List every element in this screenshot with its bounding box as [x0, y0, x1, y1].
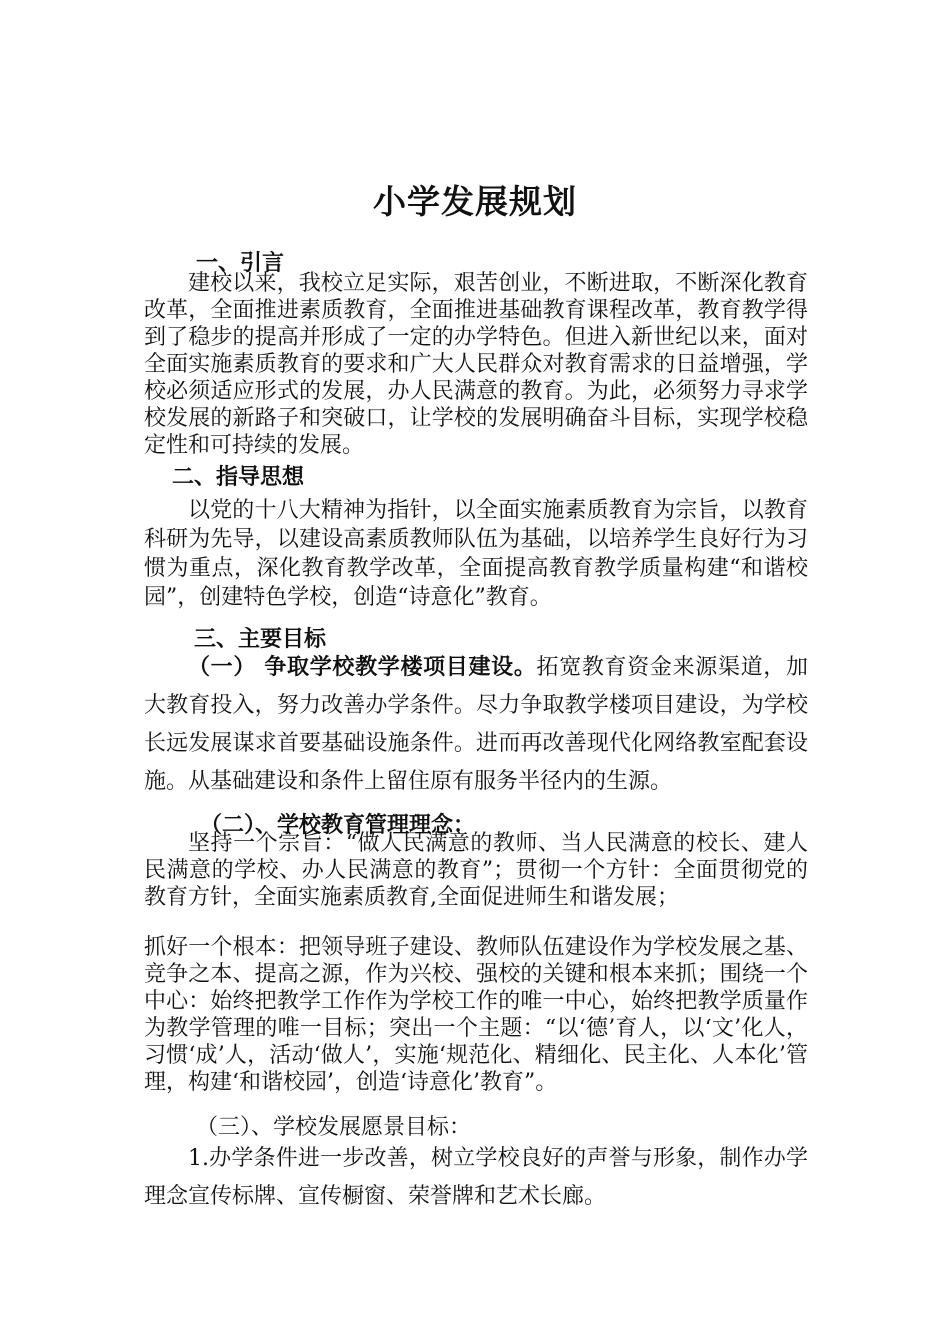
- goal-item-3-point-1: 1.办学条件进一步改善，树立学校良好的声誉与形象，制作办学理念宣传标牌、宣传橱窗、荣誉牌和艺术长廊。: [144, 1146, 808, 1209]
- goal-item-1-lead: （一） 争取学校教学楼项目建设。: [188, 654, 537, 680]
- guiding-thought-paragraph: 以党的十八大精神为指针，以全面实施素质教育为宗旨，以教育科研为先导，以建设高素质教师队伍为基础，以培养学生良好行为习惯为重点，深化教育教学改革，全面提高教育教学质量构建“和谐校园”，创建特色学校，创造“诗意化”教育。: [144, 498, 808, 610]
- section-heading-guiding-thought: 二、指导思想: [172, 464, 305, 490]
- goal-item-2-heading: （二）、学校教育管理理念：: [200, 812, 476, 838]
- section-heading-main-goals: 三、主要目标: [194, 626, 327, 652]
- goal-item-3-heading: （三）、学校发展愿景目标：: [196, 1115, 472, 1140]
- document-title: 小学发展规划: [373, 182, 577, 221]
- introduction-paragraph: 建校以来，我校立足实际，艰苦创业，不断进取，不断深化教育改革，全面推进素质教育，全面推进基础教育课程改革，教育教学得到了稳步的提高并形成了一定的办学特色。但进入新世纪以来，面对全面实施素质教育的要求和广大人民群众对教育需求的日益增强，学校必须适应形式的发展，办人民满意的教育。为此，必须努力寻求学校发展的新路子和突破口，让学校的发展明确奋斗目标，实现学校稳定性和可持续的发展。: [144, 271, 808, 458]
- goal-item-1-paragraph: [144, 648, 808, 801]
- section-heading-introduction: 一、引言: [196, 250, 285, 276]
- goal-item-1-text: 拓宽教育资金来源渠道，加大教育投入，努力改善办学条件。尽力争取教学楼项目建设，为学校长远发展谋求首要基础设施条件。进而再改善现代化网络教室配套设施。从基础建设和条件上留住原有服务半径内的生源。: [144, 655, 808, 794]
- goal-item-2-paragraph-b: 抓好一个根本：把领导班子建设、教师队伍建设作为学校发展之基、竞争之本、提高之源，作为兴校、强校的关键和根本来抓；围绕一个中心：始终把教学工作作为学校工作的唯一中心，始终把教学质量作为教学管理的唯一目标；突出一个主题：“以‘德’育人，以‘文’化人，习惯‘成’人，活动‘做人’，实施‘规范化、精细化、民主化、人本化’管理，构建‘和谐校园’，创造‘诗意化’教育”。: [144, 935, 808, 1095]
- goal-item-2-paragraph-a: 坚持一个宗旨：“做人民满意的教师、当人民满意的校长、建人民满意的学校、办人民满意的教育”；贯彻一个方针：全面贯彻党的教育方针，全面实施素质教育,全面促进师生和谐发展；: [144, 831, 808, 910]
